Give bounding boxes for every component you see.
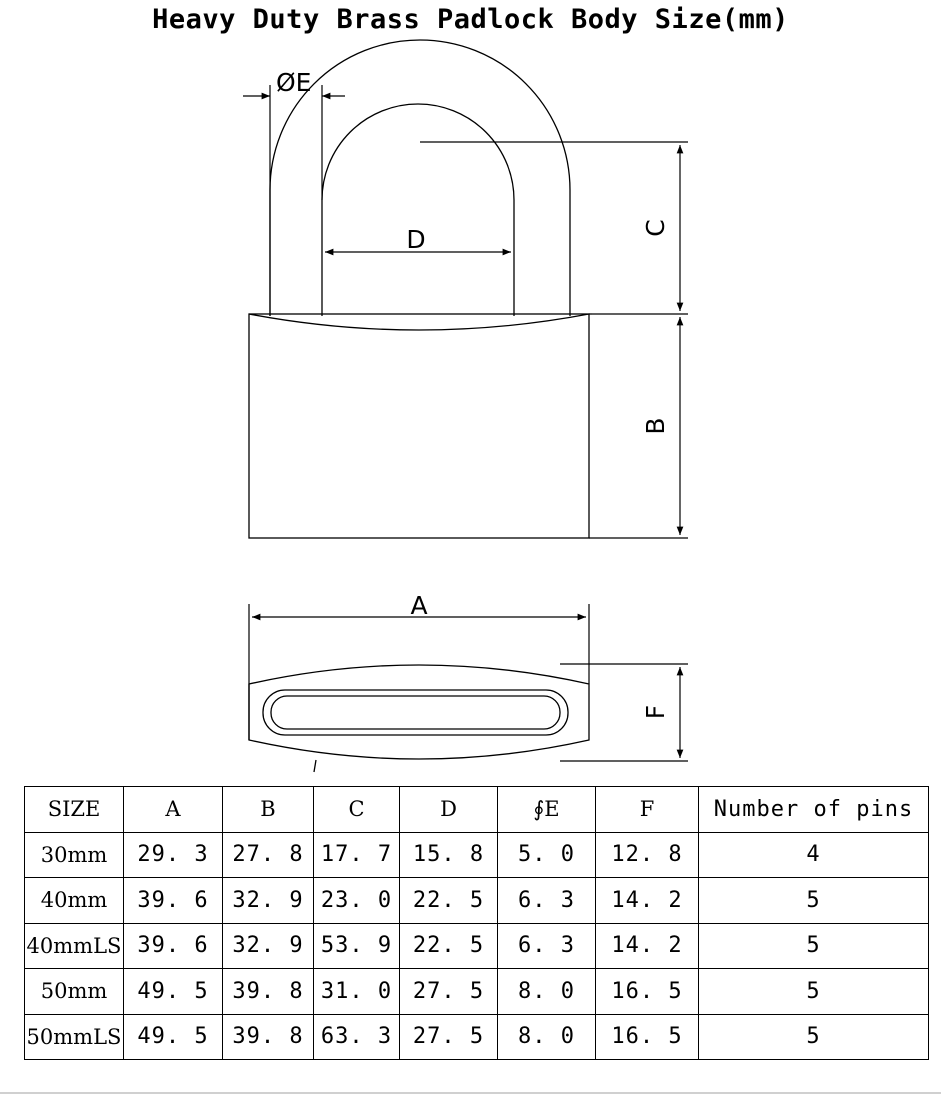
header-cell: Number of pins	[699, 787, 929, 833]
table-cell: 5	[699, 1014, 929, 1060]
table-cell: 22. 5	[400, 878, 498, 924]
table-cell: 5	[699, 878, 929, 924]
table-cell: 49. 5	[124, 1014, 223, 1060]
table-cell: 39. 8	[223, 969, 314, 1015]
header-cell: A	[124, 787, 223, 833]
table-cell: 17. 7	[314, 832, 400, 878]
label-c: C	[641, 219, 670, 237]
table-cell: 63. 3	[314, 1014, 400, 1060]
table-cell: 23. 0	[314, 878, 400, 924]
table-cell: 29. 3	[124, 832, 223, 878]
header-cell: D	[400, 787, 498, 833]
table-cell: 5	[699, 923, 929, 969]
table-cell: 39. 8	[223, 1014, 314, 1060]
table-cell: 8. 0	[498, 969, 596, 1015]
header-cell: C	[314, 787, 400, 833]
table-row	[25, 969, 929, 1015]
table-cell: 40mmLS	[25, 923, 124, 969]
table-cell: 5. 0	[498, 832, 596, 878]
table-cell: 50mm	[25, 969, 124, 1015]
table-cell: 27. 5	[400, 1014, 498, 1060]
shackle	[270, 40, 570, 316]
table-cell: 27. 5	[400, 969, 498, 1015]
table-cell: 53. 9	[314, 923, 400, 969]
header-cell: B	[223, 787, 314, 833]
table-row	[25, 878, 929, 924]
table-cell: 39. 6	[124, 923, 223, 969]
table-cell: 32. 9	[223, 923, 314, 969]
table-cell: 50mmLS	[25, 1014, 124, 1060]
table-header-row	[25, 787, 929, 833]
dimension-b	[589, 317, 688, 538]
table-cell: 5	[699, 969, 929, 1015]
label-a: A	[410, 591, 428, 620]
label-d: D	[406, 225, 426, 254]
table-cell: 4	[699, 832, 929, 878]
table-row	[25, 1014, 929, 1060]
page-title: Heavy Duty Brass Padlock Body Size(mm)	[152, 4, 789, 35]
table-cell: 40mm	[25, 878, 124, 924]
lock-body-bottom	[249, 665, 589, 772]
table-cell: 30mm	[25, 832, 124, 878]
table-cell: 6. 3	[498, 923, 596, 969]
header-cell: F	[596, 787, 699, 833]
table-cell: 12. 8	[596, 832, 699, 878]
bottom-divider	[0, 1092, 941, 1094]
table-cell: 22. 5	[400, 923, 498, 969]
label-f: F	[641, 704, 670, 720]
table-cell: 6. 3	[498, 878, 596, 924]
table-cell: 31. 0	[314, 969, 400, 1015]
header-cell: ∮E	[498, 787, 596, 833]
table-cell: 49. 5	[124, 969, 223, 1015]
dimension-e	[243, 85, 345, 316]
label-b: B	[641, 417, 670, 435]
size-table	[24, 786, 929, 1060]
table-row	[25, 832, 929, 878]
table-cell: 15. 8	[400, 832, 498, 878]
header-cell: SIZE	[25, 787, 124, 833]
lock-body-front	[249, 314, 592, 538]
table-cell: 14. 2	[596, 923, 699, 969]
table-cell: 27. 8	[223, 832, 314, 878]
table-cell: 32. 9	[223, 878, 314, 924]
table-cell: 16. 5	[596, 1014, 699, 1060]
table-row	[25, 923, 929, 969]
table-cell: 39. 6	[124, 878, 223, 924]
table-cell: 8. 0	[498, 1014, 596, 1060]
label-e: ØE	[276, 68, 312, 97]
table-cell: 14. 2	[596, 878, 699, 924]
table-cell: 16. 5	[596, 969, 699, 1015]
